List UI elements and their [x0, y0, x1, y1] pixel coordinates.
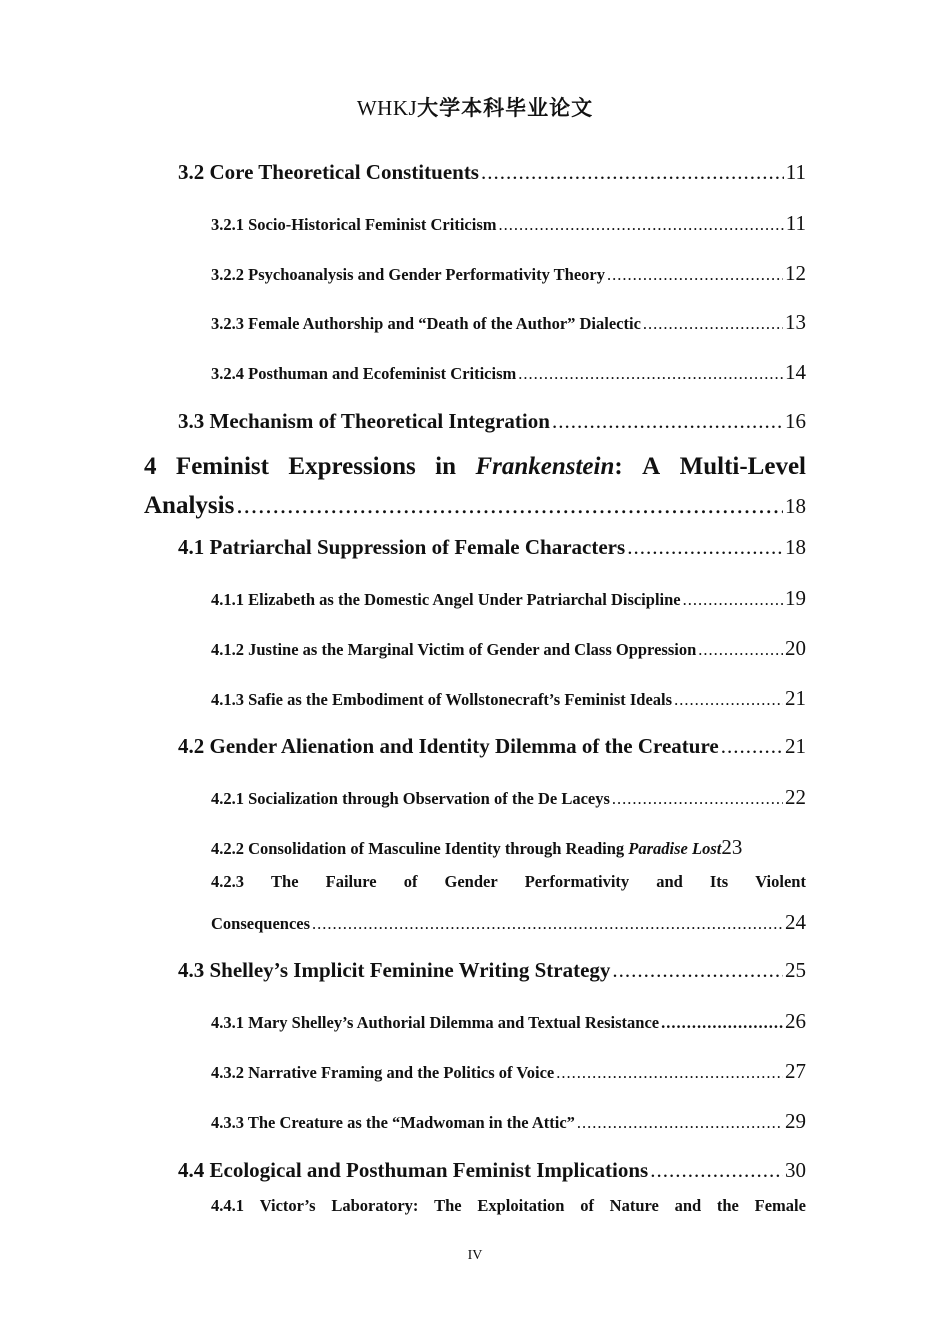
toc-entry-title: 4.2 Gender Alienation and Identity Dilemma of the Creature [178, 734, 719, 758]
toc-leader [499, 215, 784, 235]
toc-entry-4-4[interactable] [178, 1158, 806, 1183]
toc-entry-title: 3.2.2 Psychoanalysis and Gender Performativity Theory [211, 265, 606, 284]
toc-entry-title: 4.1.1 Elizabeth as the Domestic Angel Under Patriarchal Discipline [211, 590, 681, 609]
toc-entry-title: 4.4 Ecological and Posthuman Feminist Implications [178, 1158, 649, 1182]
toc-entry-3-2[interactable] [178, 160, 806, 185]
toc-entry-title: 3.3 Mechanism of Theoretical Integration [178, 409, 550, 433]
toc-leader [643, 314, 783, 334]
toc-word: : [614, 453, 623, 480]
toc-word: 4.4.1 [211, 1196, 244, 1215]
toc-word: The [434, 1196, 462, 1215]
toc-word: Gender [444, 872, 498, 891]
toc-page-number: 18 [785, 494, 806, 518]
toc-entry-title: 3.2 Core Theoretical Constituents [178, 160, 479, 184]
toc-word: The [271, 872, 299, 891]
page-header [0, 92, 950, 122]
toc-page-number: 18 [785, 535, 806, 559]
toc-entry-title: 4.2.1 Socialization through Observation of the De Laceys [211, 789, 610, 808]
toc-leader [612, 958, 783, 983]
toc-word: of [403, 872, 418, 891]
toc-italic-title: Frankenstein [475, 453, 615, 480]
toc-page-number: 20 [785, 636, 806, 660]
toc-entry-3-2-4[interactable] [211, 360, 806, 385]
toc-page-number: 30 [785, 1158, 806, 1182]
toc-entry-4-1[interactable] [178, 535, 806, 560]
toc-word: Its [709, 872, 729, 891]
toc-word: of [580, 1196, 594, 1215]
toc-entry-title: 3.2.3 Female Authorship and “Death of the Author” Dialectic [211, 314, 641, 333]
toc-word: in [435, 453, 457, 480]
toc-leader [627, 535, 783, 560]
toc-leader [556, 1063, 783, 1083]
toc-entry-title: 4.3.2 Narrative Framing and the Politics of Voice [211, 1063, 555, 1082]
toc-entry-4-2-3-line2[interactable] [211, 910, 806, 935]
toc-word-group [475, 453, 622, 481]
toc-word: Victor’s [259, 1196, 316, 1215]
toc-entry-title: Analysis [144, 492, 235, 519]
toc-leader [312, 914, 783, 934]
header-title: 大学本科毕业论文 [417, 96, 594, 120]
toc-word: A [642, 453, 661, 480]
toc-entry-3-3[interactable] [178, 409, 806, 434]
toc-page-number: 19 [785, 586, 806, 610]
toc-leader [577, 1113, 783, 1133]
toc-page-number: 21 [785, 734, 806, 758]
toc-page-number: 25 [785, 958, 806, 982]
toc-word: 4 [144, 453, 157, 480]
toc-word: 4.2.3 [211, 872, 244, 891]
toc-word: and [674, 1196, 702, 1215]
toc-leader [612, 789, 783, 809]
toc-word: Female [754, 1196, 806, 1215]
toc-page-number: 27 [785, 1059, 806, 1083]
toc-leader [683, 590, 783, 610]
toc-leader [698, 640, 783, 660]
toc-page-number: 11 [785, 211, 806, 235]
toc-entry-4-1-3[interactable] [211, 686, 806, 711]
toc-entry-title: Consequences [211, 914, 311, 933]
toc-entry-title: 4.1.2 Justine as the Marginal Victim of Gender and Class Oppression [211, 640, 697, 659]
toc-entry-4-4-1-line1[interactable] [211, 1196, 806, 1216]
toc-leader [674, 690, 783, 710]
toc-entry-4-3[interactable] [178, 958, 806, 983]
toc-leader [650, 1158, 783, 1183]
toc-entry-3-2-2[interactable] [211, 261, 806, 286]
toc-entry-4-2-3-line1[interactable] [211, 872, 806, 892]
toc-entry-4-3-2[interactable] [211, 1059, 806, 1084]
toc-word: Expressions [288, 453, 416, 480]
page-number-footer: IV [467, 1248, 483, 1263]
toc-entry-title: 4.3.1 Mary Shelley’s Authorial Dilemma and Textual Resistance [211, 1013, 660, 1032]
toc-entry-4-3-3[interactable] [211, 1109, 806, 1134]
toc-page-number: 11 [785, 160, 806, 184]
toc-entry-4-line2[interactable] [144, 492, 806, 520]
toc-leader [661, 1013, 783, 1033]
toc-entry-4-1-1[interactable] [211, 586, 806, 611]
toc-leader [518, 364, 783, 384]
toc-word: Failure [325, 872, 377, 891]
toc-page-number: 13 [785, 310, 806, 334]
toc-entry-title: 4.3 Shelley’s Implicit Feminine Writing Strategy [178, 958, 611, 982]
toc-entry-3-2-1[interactable] [211, 211, 806, 236]
toc-page-number: 29 [785, 1109, 806, 1133]
toc-leader [607, 265, 783, 285]
toc-word: and [656, 872, 683, 891]
toc-leader [721, 734, 783, 759]
toc-page-number: 24 [785, 910, 806, 934]
toc-entry-4-2-1[interactable] [211, 785, 806, 810]
toc-entry-title: 3.2.1 Socio-Historical Feminist Criticism [211, 215, 497, 234]
header-latin: WHKJ [356, 96, 418, 120]
toc-leader [481, 160, 784, 185]
toc-word: Nature [609, 1196, 659, 1215]
toc-word: Exploitation [477, 1196, 565, 1215]
toc-entry-4-2[interactable] [178, 734, 806, 759]
toc-italic-title: Paradise Lost [628, 839, 722, 858]
toc-page-number: 14 [785, 360, 806, 384]
toc-page-number: 12 [785, 261, 806, 285]
toc-word: Laboratory: [331, 1196, 419, 1215]
toc-entry-4-1-2[interactable] [211, 636, 806, 661]
toc-leader [552, 409, 783, 434]
toc-entry-title: 4.3.3 The Creature as the “Madwoman in the Attic” [211, 1113, 575, 1132]
toc-word: Feminist [175, 453, 269, 480]
toc-page-number: 22 [785, 785, 806, 809]
toc-entry-title: 4.2.2 Consolidation of Masculine Identity through Reading [211, 839, 625, 858]
toc-entry-4-line1[interactable] [144, 453, 806, 481]
toc-page-number: 21 [785, 686, 806, 710]
toc-entry-title: 3.2.4 Posthuman and Ecofeminist Criticism [211, 364, 517, 383]
toc-page-number: 16 [785, 409, 806, 433]
toc-page-number: 23 [721, 835, 743, 859]
toc-entry-3-2-3[interactable] [211, 310, 806, 335]
toc-word: Multi-Level [679, 453, 806, 480]
toc-word: the [716, 1196, 739, 1215]
toc-page-number: 26 [785, 1009, 806, 1033]
toc-word: Violent [755, 872, 806, 891]
toc-entry-title: 4.1 Patriarchal Suppression of Female Characters [178, 535, 626, 559]
toc-word: Performativity [524, 872, 630, 891]
toc-entry-title: 4.1.3 Safie as the Embodiment of Wollstonecraft’s Feminist Ideals [211, 690, 673, 709]
toc-entry-4-3-1[interactable] [211, 1009, 806, 1034]
toc-leader [236, 492, 783, 520]
toc-entry-4-2-2[interactable] [211, 835, 826, 860]
